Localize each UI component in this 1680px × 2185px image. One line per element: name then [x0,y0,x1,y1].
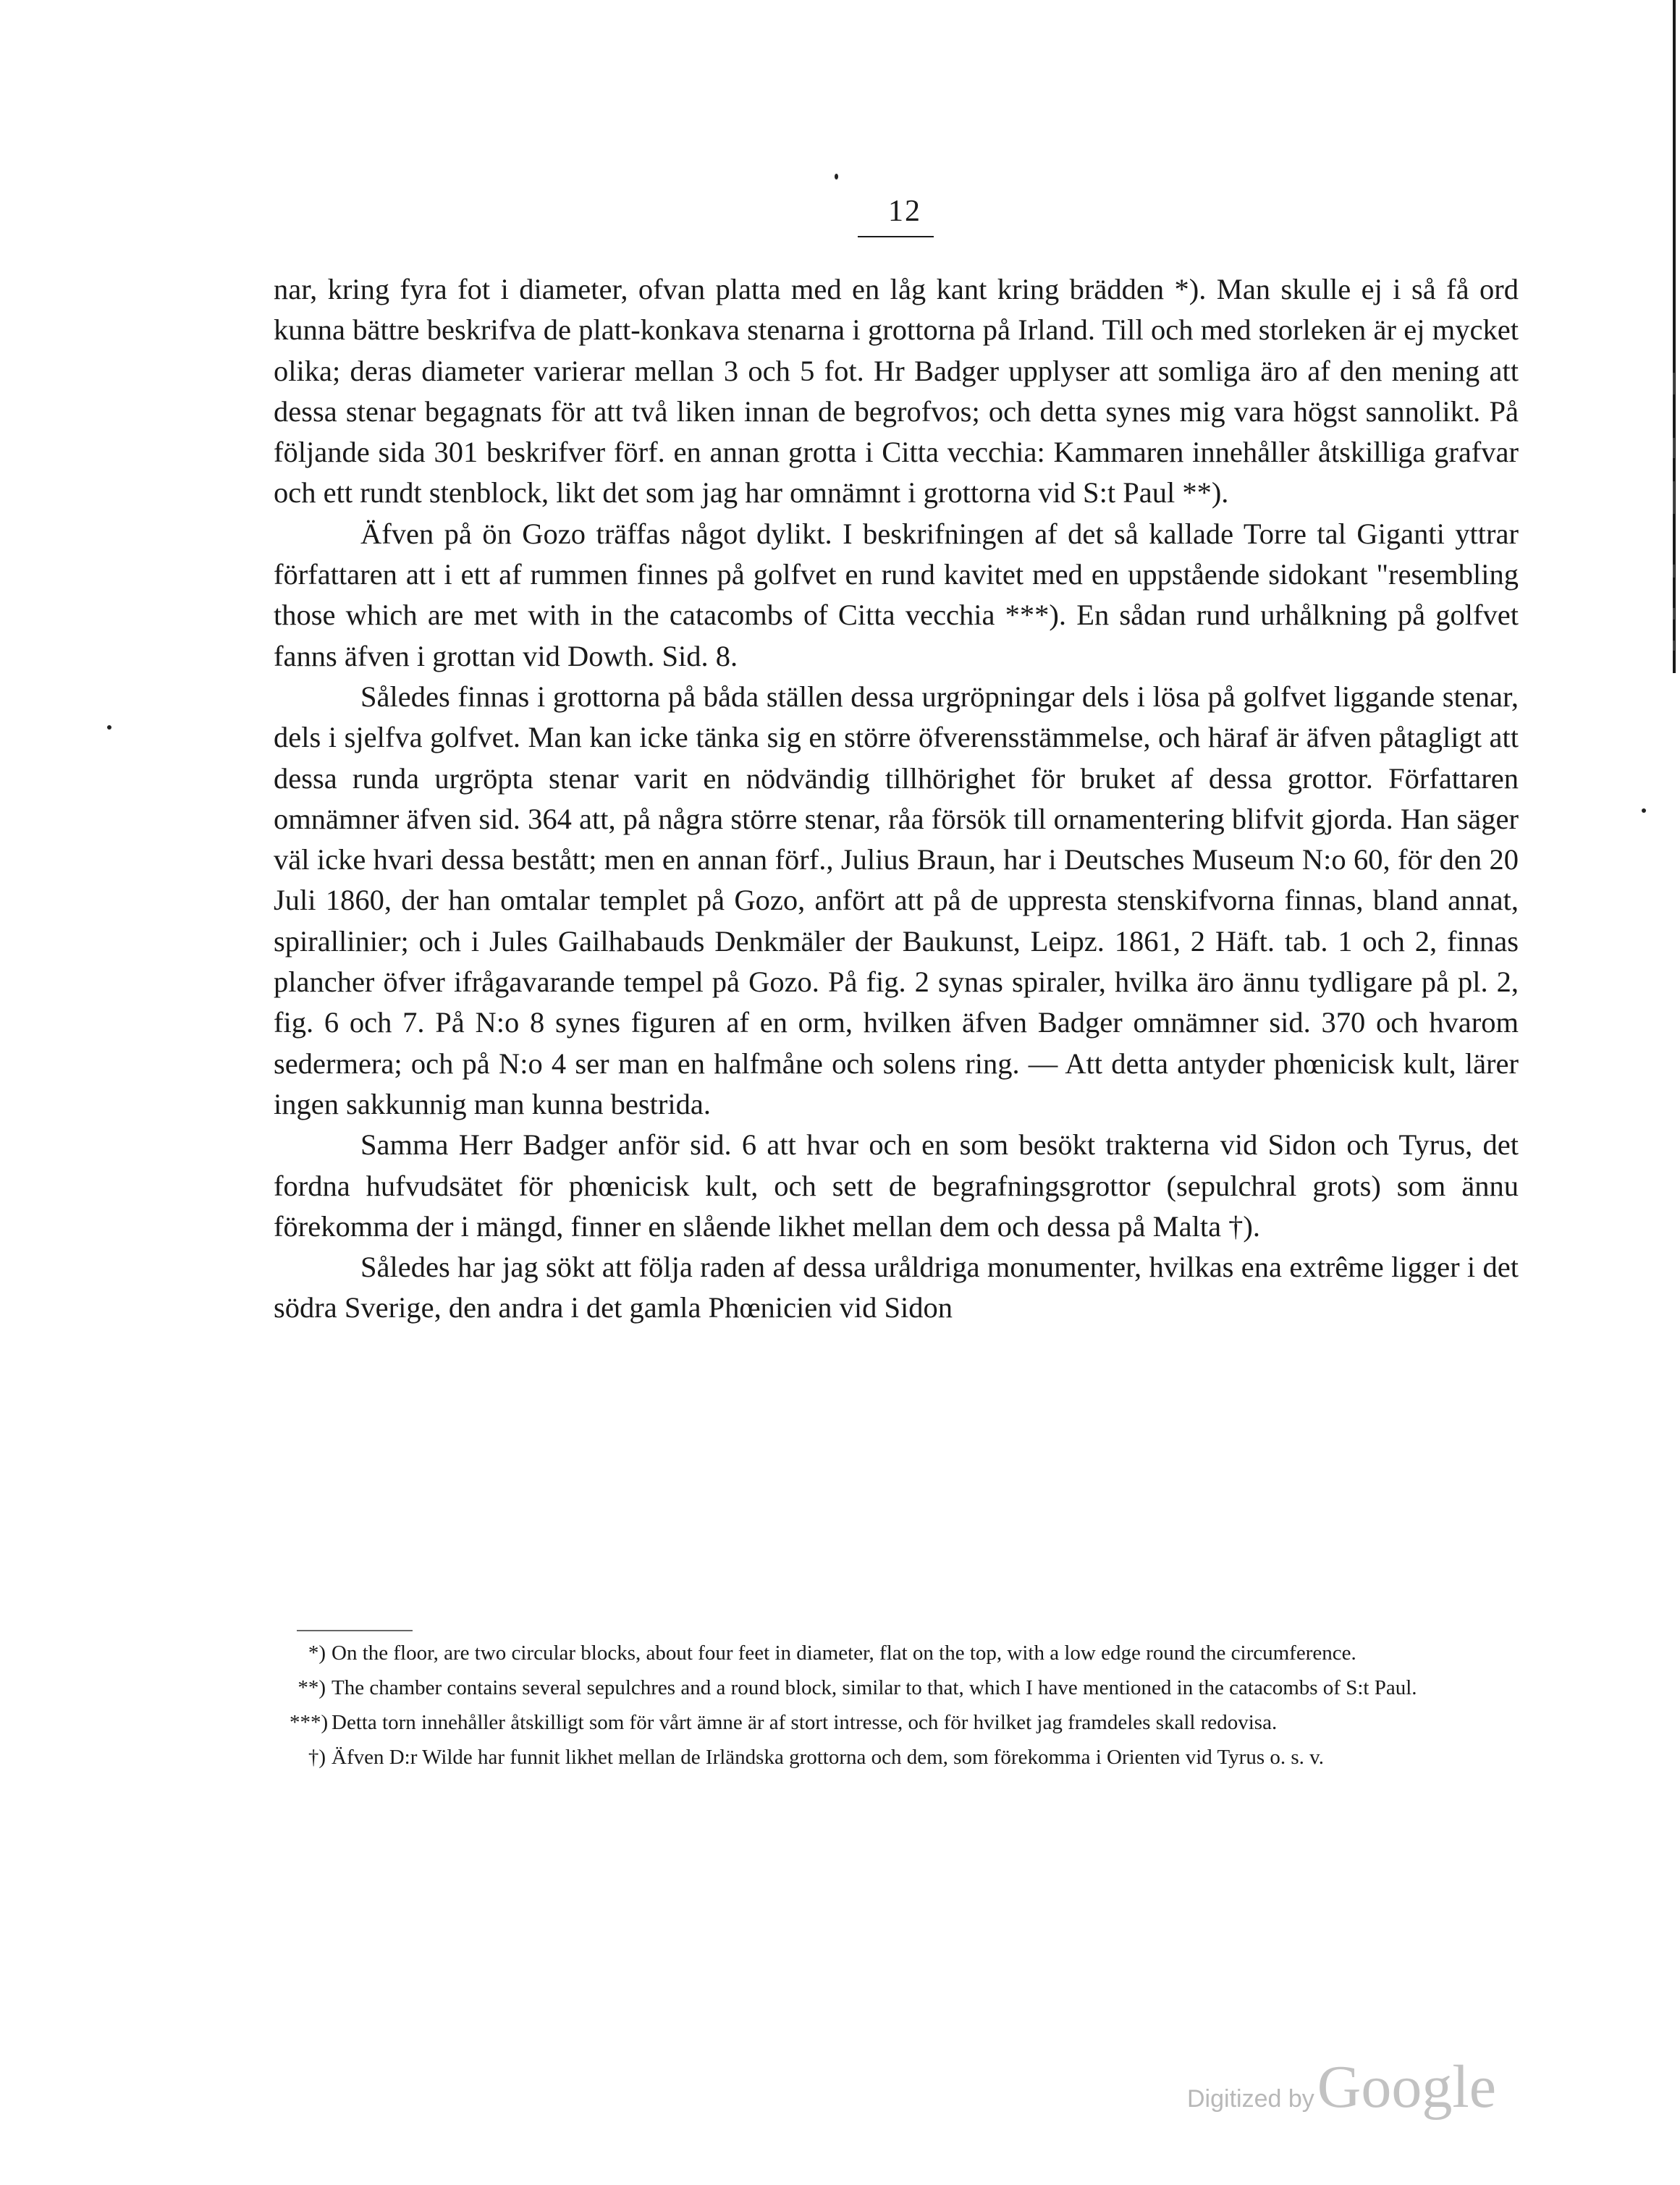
footnote-text: Äfven D:r Wilde har funnit likhet mellan de Irländska grottorna och dem, som förekomma i Orienten vid Tyrus o. s. v. [332,1746,1325,1769]
paragraph: Således finnas i grottorna på båda ställen dessa urgröpningar dels i lösa på golfvet liggande stenar, dels i sjelfva golfvet. Man kan icke tänka sig en större öfverensstämmelse, och häraf är äfven påtagligt att dessa runda urgröpta stenar varit en nödvändig tillhörighet för bruket af dessa grottor. Författaren omnämner äfven sid. 364 att, på några större stenar, råa försök till ornamentering blifvit gjorda. Han säger väl icke hvari dessa bestått; men en annan förf., Julius Braun, har i Deutsches Museum N:o 60, för den 20 Juli 1860, der han omtalar templet på Gozo, anfört att på de uppresta stenskifvorna finnas, bland annat, spirallinier; och i Jules Gailhabauds Denkmäler der Baukunst, Leipz. 1861, 2 Häft. tab. 1 och 2, finnas plancher öfver ifrågavarande tempel på Gozo. På fig. 2 synas spiraler, hvilka äro ännu tydligare på pl. 2, fig. 6 och 7. På N:o 8 synes figuren af en orm, hvilken äfven Badger omnämner sid. 370 och hvarom sedermera; och på N:o 4 ser man en halfmåne och solens ring. — Att detta antyder phœnicisk kult, lärer ingen sakkunnig man kunna bestrida. [274,680,1519,1120]
scan-speck [107,725,111,730]
footnote-text: Detta torn innehåller åtskilligt som för vårt ämne är af stort intresse, och för hvilket jag framdeles skall redovisa. [332,1711,1278,1734]
paragraph: Således har jag sökt att följa raden af dessa uråldriga monumenter, hvilkas ena extrême ligger i det södra Sverige, den andra i det gamla Phœnicien vid Sidon [274,1251,1519,1324]
body-text [274,269,1519,1329]
scan-edge-mark [1673,608,1675,620]
page-number-rule [858,236,934,237]
footnote-mark: **) [297,1676,326,1699]
paragraph: nar, kring fyra fot i diameter, ofvan platta med en låg kant kring brädden *). Man skulle ej i så få ord kunna bättre beskrifva de platt-konkava stenarna i grottorna på Irland. Till och med storleken är ej mycket olika; deras diameter varierar mellan 3 och 5 fot. Hr Badger upplyser att somliga äro af den mening att dessa stenar begagnats för att två liken innan de begrofvos; och detta synes mig vara högst sannolikt. På följande sida 301 beskrifver förf. en annan grotta i Citta vecchia: Kammaren innehåller åtskilliga grafvar och ett rundt stenblock, likt det som jag har omnämnt i grottorna vid S:t Paul **). [274,273,1519,510]
watermark-prefix: Digitized by [1187,2085,1314,2113]
paragraph: Äfven på ön Gozo träffas något dylikt. I beskrifningen af det så kallade Torre tal Giganti yttrar författaren att i ett af rummen finnes på golfvet en rund kavitet med en uppstående sidokant "resembling those which are met with in the catacombs of Citta vecchia ***). En sådan rund urhålkning på golfvet fanns äfven i grottan vid Dowth. Sid. 8. [274,517,1519,672]
scan-speck [1642,808,1646,813]
scan-speck [835,174,838,179]
footnote [290,1639,1520,1668]
scan-edge-mark [1673,641,1675,651]
footnote [290,1744,1520,1772]
google-logo: Google [1317,2053,1497,2121]
scan-edge-mark [1673,438,1675,458]
scan-edge-mark [1673,565,1675,578]
scan-edge-mark [1673,373,1675,394]
scan-edge-mark [1673,481,1675,514]
footnote [290,1674,1520,1702]
page-number: 12 [888,195,921,228]
digitized-by-watermark [1187,2052,1496,2122]
footnote-rule [297,1630,413,1631]
footnote-text: On the floor, are two circular blocks, about four feet in diameter, flat on the top, with a low edge round the circumference. [332,1641,1356,1665]
footnotes [290,1639,1520,1778]
footnote [290,1709,1520,1737]
footnote-mark: †) [308,1746,326,1769]
footnote-mark: ***) [290,1711,329,1734]
paragraph: Samma Herr Badger anför sid. 6 att hvar och en som besökt trakterna vid Sidon och Tyrus, det fordna hufvudsätet för phœnicisk kult, och sett de begrafningsgrottor (sepulchral grots) som ännu förekomma der i mängd, finner en slående likhet mellan dem och dessa på Malta †). [274,1128,1519,1243]
footnote-text: The chamber contains several sepulchres and a round block, similar to that, which I have mentioned in the catacombs of S:t Paul. [332,1676,1417,1699]
footnote-mark: *) [308,1641,326,1665]
